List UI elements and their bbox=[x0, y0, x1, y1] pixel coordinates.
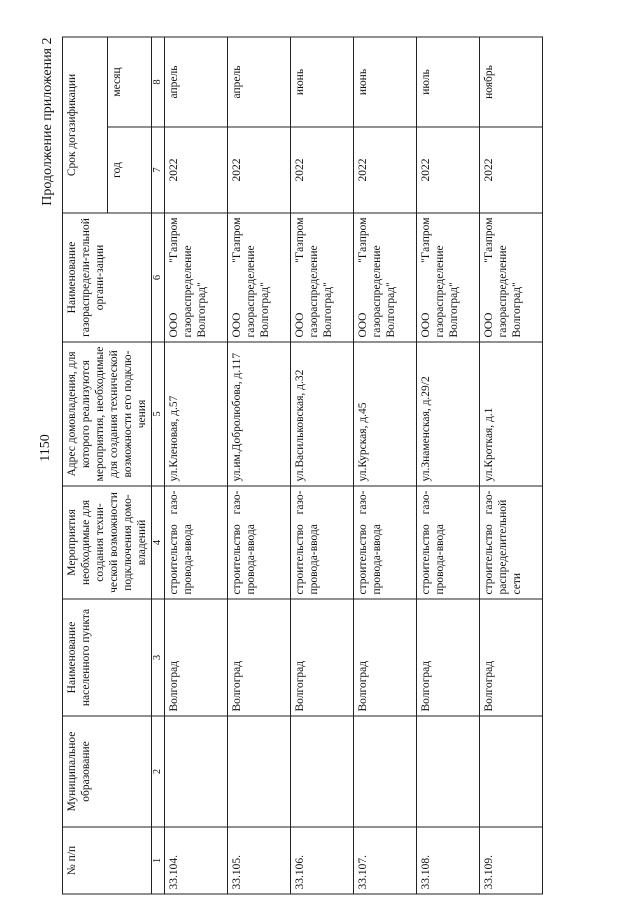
cell-org: ООО "Газпром газораспределение Волгоград" bbox=[480, 213, 543, 342]
appendix-continuation-label: Продолжение приложения 2 bbox=[40, 37, 55, 206]
cell-municipality bbox=[417, 716, 480, 827]
cell-settlement: Волгоград bbox=[165, 599, 228, 716]
header-month: месяц bbox=[107, 37, 152, 127]
cell-year: 2022 bbox=[291, 127, 354, 213]
header-org: Наименование газораспредели-тельной органи-зации bbox=[63, 213, 152, 342]
header-year: год bbox=[107, 127, 152, 213]
cell-address: ул.Курская, д.45 bbox=[354, 342, 417, 486]
header-settlement: Наименование населенного пункта bbox=[63, 599, 152, 716]
cell-num: 33.109. bbox=[480, 827, 543, 894]
table-row bbox=[480, 37, 543, 894]
header-term: Срок догазификации bbox=[63, 37, 108, 213]
cell-month: июнь bbox=[354, 37, 417, 127]
cell-address: ул.им.Добролюбова, д.117 bbox=[228, 342, 291, 486]
cell-measure: строительство газо-распределительной сети bbox=[480, 486, 543, 599]
header-municipality: Муниципальное образование bbox=[63, 716, 152, 827]
cell-measure: строительство газо-провода-ввода bbox=[165, 486, 228, 599]
column-number: 6 bbox=[152, 213, 165, 342]
cell-municipality bbox=[480, 716, 543, 827]
cell-num: 33.108. bbox=[417, 827, 480, 894]
table-header-row bbox=[63, 37, 108, 894]
column-number: 3 bbox=[152, 599, 165, 716]
document-page bbox=[40, 38, 600, 895]
column-number: 8 bbox=[152, 37, 165, 127]
cell-settlement: Волгоград bbox=[354, 599, 417, 716]
cell-settlement: Волгоград bbox=[228, 599, 291, 716]
cell-month: ноябрь bbox=[480, 37, 543, 127]
cell-org: ООО "Газпром газораспределение Волгоград" bbox=[165, 213, 228, 342]
cell-year: 2022 bbox=[228, 127, 291, 213]
cell-num: 33.106. bbox=[291, 827, 354, 894]
cell-month: июнь bbox=[291, 37, 354, 127]
column-number: 7 bbox=[152, 127, 165, 213]
cell-year: 2022 bbox=[417, 127, 480, 213]
cell-year: 2022 bbox=[480, 127, 543, 213]
column-number: 1 bbox=[152, 827, 165, 894]
cell-municipality bbox=[165, 716, 228, 827]
cell-settlement: Волгоград bbox=[480, 599, 543, 716]
cell-measure: строительство газо-провода-ввода bbox=[228, 486, 291, 599]
cell-month: апрель bbox=[165, 37, 228, 127]
cell-org: ООО "Газпром газораспределение Волгоград" bbox=[354, 213, 417, 342]
table-row bbox=[228, 37, 291, 894]
page-number: 1150 bbox=[38, 434, 53, 462]
cell-org: ООО "Газпром газораспределение Волгоград" bbox=[417, 213, 480, 342]
table-row bbox=[417, 37, 480, 894]
cell-address: ул.Кленовая, д.57 bbox=[165, 342, 228, 486]
cell-municipality bbox=[291, 716, 354, 827]
table-row bbox=[165, 37, 228, 894]
column-number: 2 bbox=[152, 716, 165, 827]
cell-month: апрель bbox=[228, 37, 291, 127]
cell-year: 2022 bbox=[354, 127, 417, 213]
gasification-table bbox=[62, 37, 543, 895]
cell-address: ул.Васильковская, д.32 bbox=[291, 342, 354, 486]
cell-org: ООО "Газпром газораспределение Волгоград" bbox=[228, 213, 291, 342]
cell-month: июль bbox=[417, 37, 480, 127]
cell-measure: строительство газо-провода-ввода bbox=[354, 486, 417, 599]
cell-address: ул.Кроткая, д.1 bbox=[480, 342, 543, 486]
cell-municipality bbox=[228, 716, 291, 827]
cell-num: 33.105. bbox=[228, 827, 291, 894]
column-number: 5 bbox=[152, 342, 165, 486]
cell-measure: строительство газо-провода-ввода bbox=[291, 486, 354, 599]
column-number: 4 bbox=[152, 486, 165, 599]
cell-settlement: Волгоград bbox=[417, 599, 480, 716]
cell-num: 33.107. bbox=[354, 827, 417, 894]
cell-measure: строительство газо-провода-ввода bbox=[417, 486, 480, 599]
header-address: Адрес домовладения, для которого реализуются мероприятия, необходимые для создания технической возможности его подклю-чения bbox=[63, 342, 152, 486]
cell-address: ул.Знаменская, д.29/2 bbox=[417, 342, 480, 486]
header-num: № п/п bbox=[63, 827, 152, 894]
cell-settlement: Волгоград bbox=[291, 599, 354, 716]
cell-org: ООО "Газпром газораспределение Волгоград" bbox=[291, 213, 354, 342]
table-row bbox=[291, 37, 354, 894]
cell-year: 2022 bbox=[165, 127, 228, 213]
column-number-row bbox=[152, 37, 165, 894]
cell-municipality bbox=[354, 716, 417, 827]
header-measures: Мероприятия необходимые для создания техни-ческой возможности подключения домо-владений bbox=[63, 486, 152, 599]
cell-num: 33.104. bbox=[165, 827, 228, 894]
table-row bbox=[354, 37, 417, 894]
